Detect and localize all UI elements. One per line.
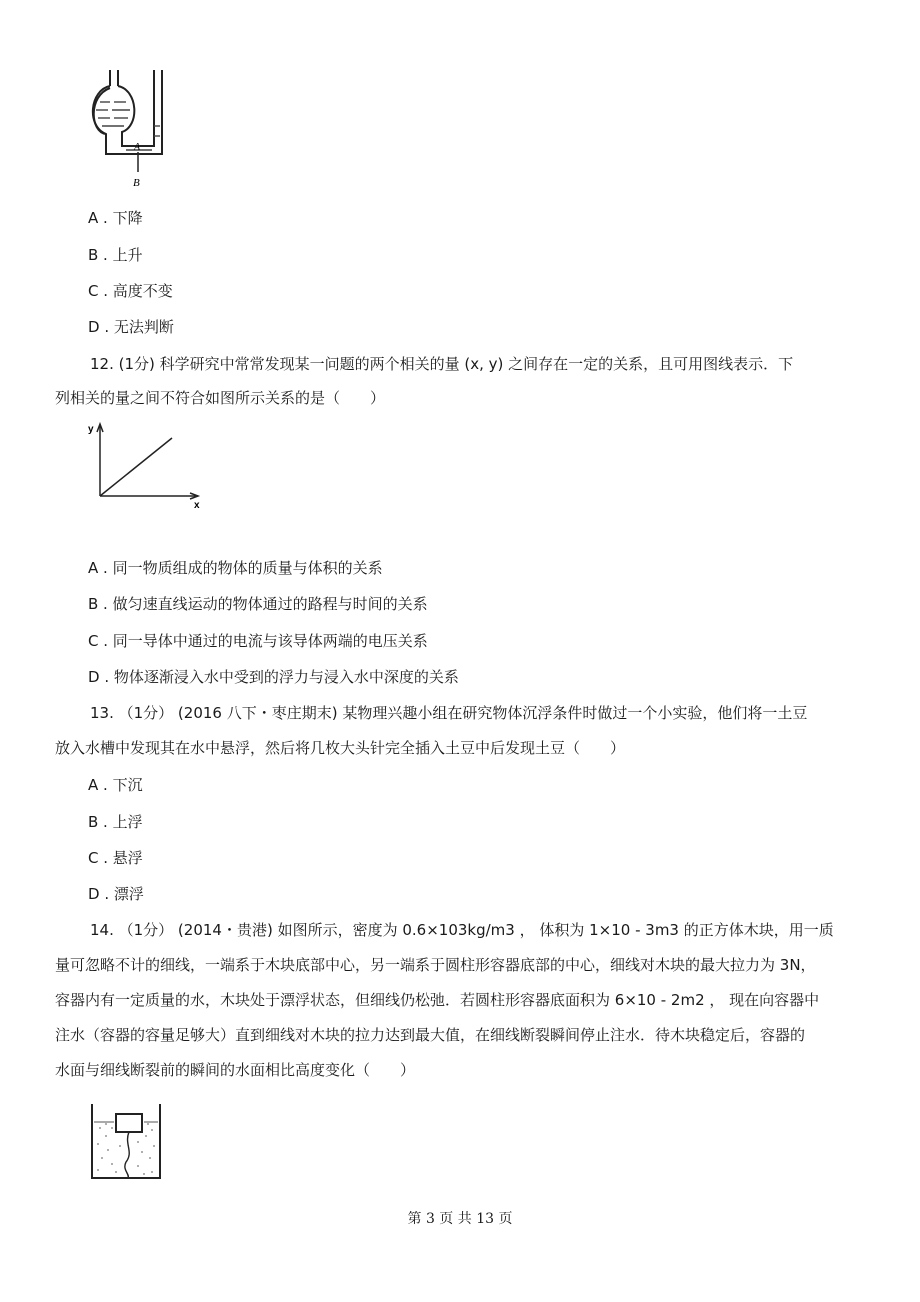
q13-stem-line-1: 13. （1分） (2016 八下・枣庄期末) 某物理兴趣小组在研究物体沉浮条件时做过一个小实验，他们将一土豆 [90,704,808,722]
figure-label-a: A [134,142,141,153]
q11-option-b[interactable]: B . 上升 [88,246,143,264]
q14-stem-line-2: 量可忽略不计的细线，一端系于木块底部中心，另一端系于圆柱形容器底部的中心，细线对木块的最大拉力为 3N， [55,956,816,974]
q12-stem-line-2: 列相关的量之间不符合如图所示关系的是（ ） [55,389,386,407]
q14-stem-line-4: 注水（容器的容量足够大）直到细线对木块的拉力达到最大值，在细线断裂瞬间停止注水．待木块稳定后，容器的 [55,1026,806,1044]
q12-option-d[interactable]: D . 物体逐渐浸入水中受到的浮力与浸入水中深度的关系 [88,668,459,686]
page-footer: 第 3 页 共 13 页 [407,1211,513,1227]
linear-graph-figure [86,420,206,512]
q11-option-c[interactable]: C . 高度不变 [88,282,173,300]
q14-stem-line-3: 容器内有一定质量的水，木块处于漂浮状态，但细线仍松弛．若圆柱形容器底面积为 6×10 - 2m2 ， 现在向容器中 [55,991,820,1009]
q11-option-a[interactable]: A . 下降 [88,209,143,227]
q12-stem-line-1: 12. (1分) 科学研究中常常发现某一问题的两个相关的量 (x, y) 之间存在一定的关系，且可用图线表示．下 [90,355,794,373]
q13-option-b[interactable]: B . 上浮 [88,813,143,831]
q13-stem-line-2: 放入水槽中发现其在水中悬浮，然后将几枚大头针完全插入土豆中后发现土豆（ ） [55,739,626,757]
q11-option-d[interactable]: D . 无法判断 [88,318,174,336]
q13-option-a[interactable]: A . 下沉 [88,776,143,794]
container-block-figure [86,1100,166,1182]
q12-option-a[interactable]: A . 同一物质组成的物体的质量与体积的关系 [88,559,383,577]
figure-label-b: B [133,177,140,189]
q13-option-d[interactable]: D . 漂浮 [88,885,144,903]
q12-option-c[interactable]: C . 同一导体中通过的电流与该导体两端的电压关系 [88,632,428,650]
q14-stem-line-5: 水面与细线断裂前的瞬间的水面相比高度变化（ ） [55,1061,416,1079]
graph-x-label: x [194,500,200,511]
q12-option-b[interactable]: B . 做匀速直线运动的物体通过的路程与时间的关系 [88,595,428,613]
q14-stem-line-1: 14. （1分） (2014・贵港) 如图所示，密度为 0.6×103kg/m3 ， 体积为 1×10 - 3m3 的正方体木块，用一质 [90,921,834,939]
connected-vessel-figure [80,66,180,192]
graph-y-label: y [88,424,94,435]
q13-option-c[interactable]: C . 悬浮 [88,849,143,867]
